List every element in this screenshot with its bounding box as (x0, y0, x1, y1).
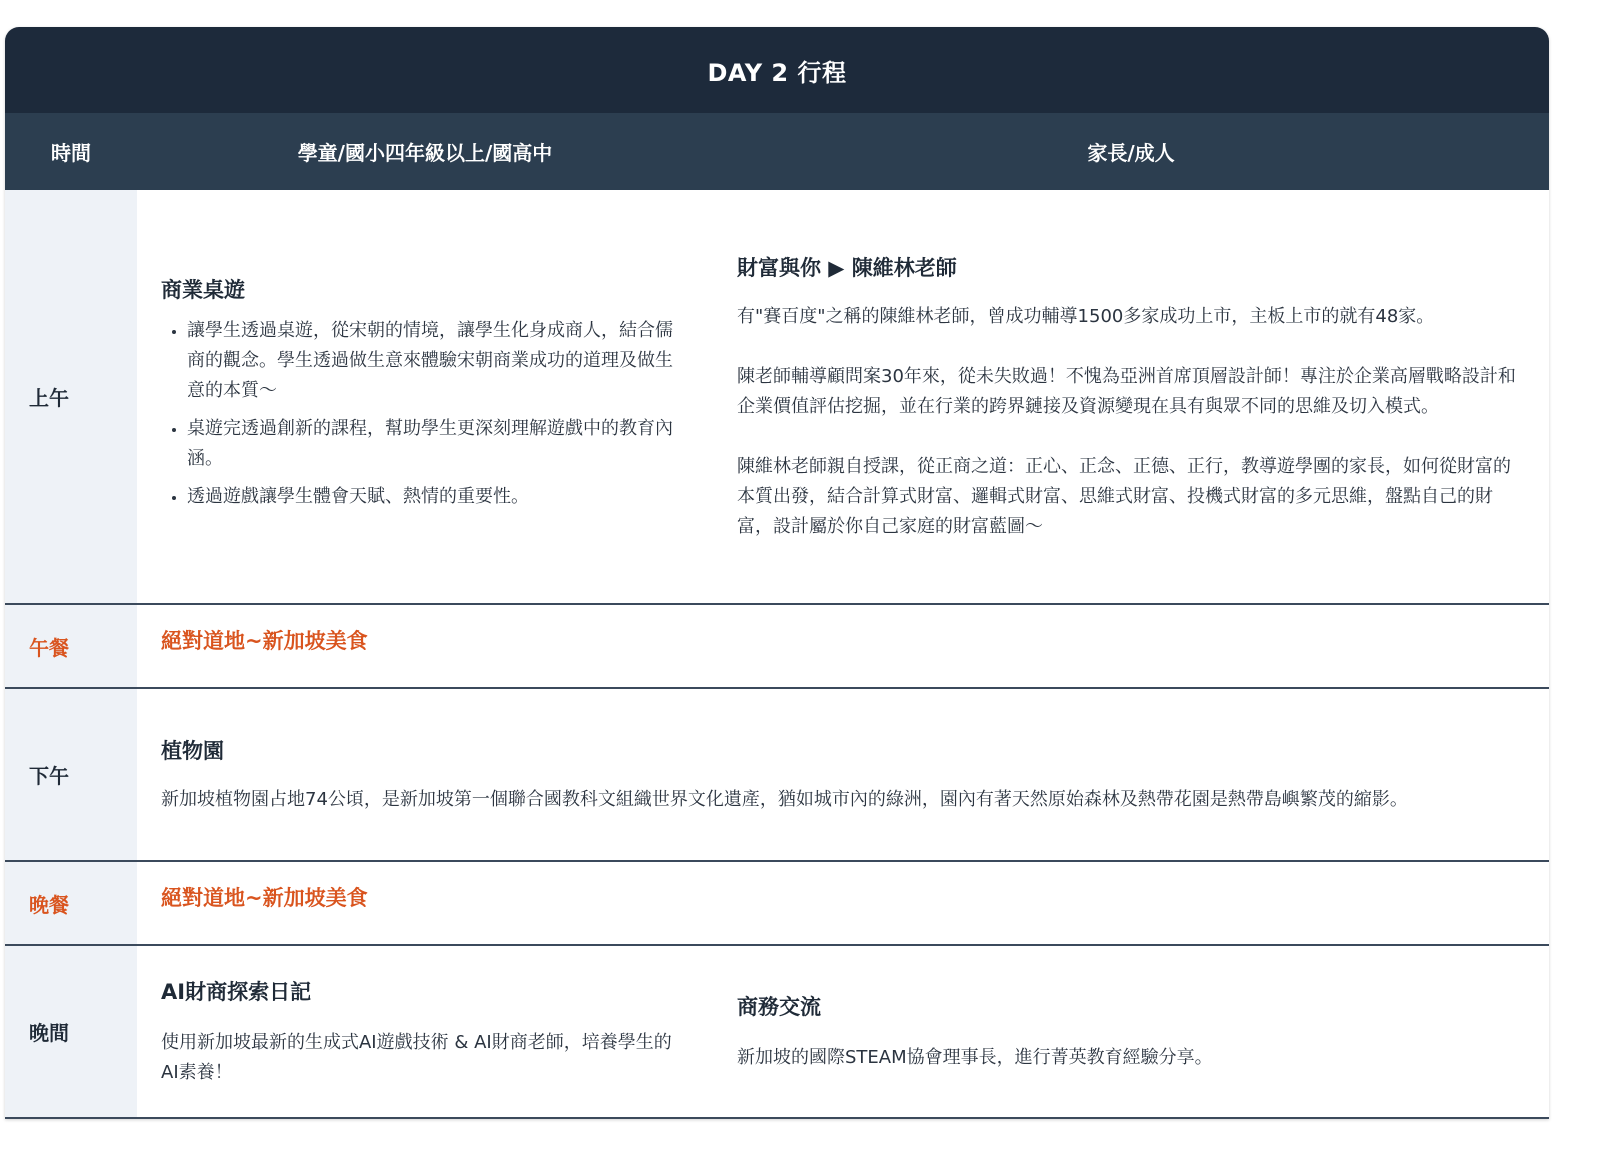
list-item: • 透過遊戲讓學生體會天賦、熱情的重要性。 (187, 482, 689, 512)
morning-parents-para-2: 陳老師輔導顧問案30年來，從未失敗過！不愧為亞洲首席頂層設計師！專注於企業高層戰略設計和企業價值評估挖掘，並在行業的跨界鏈接及資源變現在具有與眾不同的思維及切入模式。 (737, 365, 1516, 417)
itinerary-card (5, 27, 1549, 1119)
time-morning: 上午 (5, 190, 137, 603)
morning-parents-para-3: 陳維林老師親自授課，從正商之道：正心、正念、正德、正行，教導遊學團的家長，如何從財富的本質出發，結合計算式財富、邏輯式財富、思維式財富、投機式財富的多元思維，盤點自己的財富，設計屬於你自己家庭的財富藍圖～ (737, 455, 1511, 537)
morning-parents-title: 財富與你 ▶ 陳維林老師 (737, 255, 957, 280)
time-evening: 晚間 (5, 946, 137, 1117)
dinner-text: 絕對道地~新加坡美食 (161, 886, 368, 910)
lunch-cell (137, 605, 1549, 687)
header-time: 時間 (51, 141, 91, 165)
row-dinner (5, 862, 1549, 946)
list-item: • 讓學生透過桌遊，從宋朝的情境，讓學生化身成商人，結合儒商的觀念。學生透過做生意來體驗宋朝商業成功的道理及做生意的本質～ (187, 316, 689, 406)
header-parents: 家長/成人 (1087, 141, 1175, 165)
morning-kids-bullets (161, 316, 689, 520)
evening-kids-text: 使用新加坡最新的生成式AI遊戲技術 & AI財商老師，培養學生的AI素養！ (161, 1031, 672, 1083)
time-afternoon: 下午 (5, 689, 137, 860)
time-lunch: 午餐 (5, 605, 137, 687)
header-kids: 學童/國小四年級以上/國高中 (297, 141, 553, 165)
afternoon-title: 植物園 (161, 738, 224, 763)
lunch-text: 絕對道地~新加坡美食 (161, 629, 368, 653)
dinner-cell (137, 862, 1549, 944)
itinerary-title: DAY 2 行程 (5, 27, 1549, 113)
time-dinner: 晚餐 (5, 862, 137, 944)
morning-parents-para-1: 有"賽百度"之稱的陳維林老師，曾成功輔導1500多家成功上市，主板上市的就有48家。 (737, 305, 1435, 327)
morning-parents-cell (713, 190, 1549, 603)
evening-parents-text: 新加坡的國際STEAM協會理事長，進行菁英教育經驗分享。 (737, 1046, 1213, 1068)
evening-parents-cell (713, 946, 1549, 1117)
row-afternoon (5, 689, 1549, 862)
row-morning (5, 190, 1549, 605)
morning-kids-title: 商業桌遊 (161, 277, 245, 302)
morning-kids-cell (137, 190, 713, 603)
table-header (5, 113, 1549, 190)
row-lunch (5, 605, 1549, 689)
evening-kids-cell (137, 946, 713, 1117)
afternoon-text: 新加坡植物園占地74公頃，是新加坡第一個聯合國教科文組織世界文化遺產，猶如城市內的綠洲，園內有著天然原始森林及熱帶花園是熱帶島嶼繁茂的縮影。 (161, 788, 1408, 810)
row-evening (5, 946, 1549, 1119)
evening-parents-title: 商務交流 (737, 994, 821, 1019)
afternoon-cell (137, 689, 1549, 860)
evening-kids-title: AI財商探索日記 (161, 979, 312, 1004)
list-item: • 桌遊完透過創新的課程，幫助學生更深刻理解遊戲中的教育內涵。 (187, 414, 689, 474)
